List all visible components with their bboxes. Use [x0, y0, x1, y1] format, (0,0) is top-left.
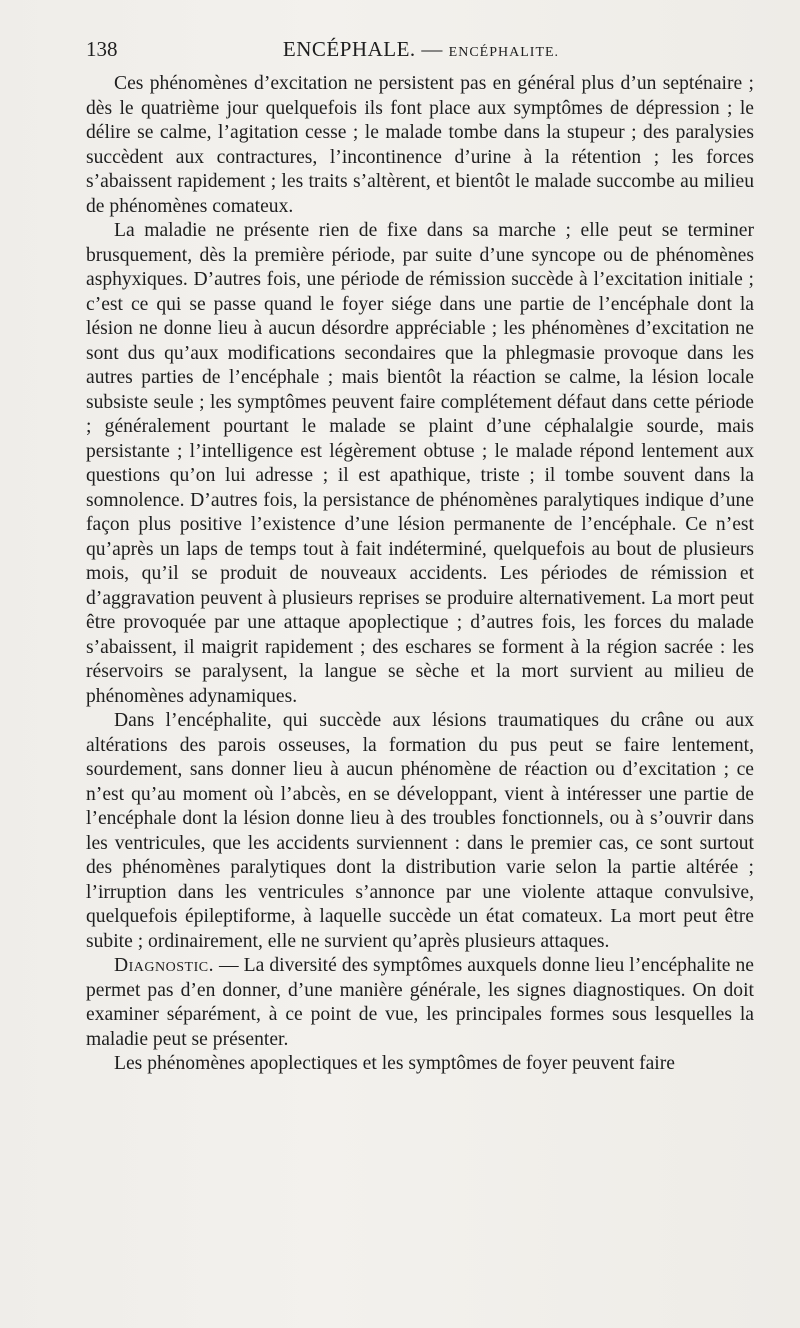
paragraph: La maladie ne présente rien de fixe dans sa marche ; elle peut se terminer brusquement, dès la première période, par suite d’une syncope ou de phénomènes asphyxiques. D’autres fois, une période de rémission succède à l’excitation initiale ; c’est ce qui se passe quand le foyer siége dans une partie de l’encéphale dont la lésion ne donne lieu à aucun désordre appréciable ; les phénomènes d’excitation ne sont dus qu’aux modifications secondaires que la phlegmasie provoque dans les autres parties de l’encéphale ; mais bientôt la réaction se calme, la lésion locale subsiste seule ; les symptômes peuvent faire complétement défaut dans cette période ; généralement pourtant le malade se plaint d’une céphalalgie sourde, mais persistante ; l’intelligence est légèrement obtuse ; le malade répond lentement aux questions qu’on lui adresse ; il est apathique, triste ; il tombe souvent dans la somnolence. D’autres fois, la persistance de phénomènes paralytiques indique d’une façon plus positive l’existence d’une lésion permanente de l’encéphale. Ce n’est qu’après un laps de temps tout à fait indéterminé, quelquefois au bout de plusieurs mois, qu’il se produit de nouveaux accidents. Les périodes de rémission et d’aggravation peuvent à plusieurs reprises se produire alternativement. La mort peut être provoquée par une attaque apoplectique ; d’autres fois, les forces du malade s’abaissent, il maigrit rapidement ; des eschares se forment à la région sacrée : les réservoirs se paralysent, la langue se sèche et la mort survient au milieu de phénomènes adynamiques. — [86, 220, 754, 707]
running-head-subtitle: ENCÉPHALITE. — [448, 45, 560, 60]
running-head-title: ENCÉPHALE. — [282, 37, 416, 61]
paragraph: Dans l’encéphalite, qui succède aux lésions traumatiques du crâne ou aux altérations des parois osseuses, la formation du pus peut se faire lentement, sourdement, sans donner lieu à aucun phénomène de réaction ou d’excitation ; ce n’est qu’au moment où l’abcès, en se développant, vient à intéresser une partie de l’encéphale dont la lésion donne lieu à des troubles fonctionnels, ou à s’ouvrir dans les ventricules, que les accidents surviennent : dans le premier cas, ce sont surtout des phénomènes paralytiques dont la distribution varie selon la partie altérée ; l’irruption dans les ventricules s’annonce par une violente attaque convulsive, quelquefois épileptiforme, à laquelle succède un état comateux. La mort peut être subite ; ordinairement, elle ne survient qu’après plusieurs attaques. — [86, 710, 754, 952]
paragraph-text: — La diversité des symptômes auxquels donne lieu l’encéphalite ne permet pas d’en donner, d’une manière générale, les signes diagnostiques. On doit examiner séparément, à ce point de vue, les principales formes sous lesquelles la maladie peut se présenter. — [86, 955, 754, 1050]
body-text — [86, 72, 754, 1077]
page-number: 138 — [86, 37, 118, 61]
running-head-separator: — — [421, 37, 443, 61]
paragraph: Les phénomènes apoplectiques et les symptômes de foyer peuvent faire — [114, 1053, 675, 1074]
section-heading-diagnostic: Diagnostic. — [114, 955, 214, 976]
paragraph-diagnostic — [86, 954, 754, 1052]
running-head — [86, 34, 756, 68]
paragraph: Ces phénomènes d’excitation ne persistent pas en général plus d’un septénaire ; dès le quatrième jour quelquefois ils font place aux symptômes de dépression ; le délire se calme, l’agitation cesse ; le malade tombe dans la stupeur ; des paralysies succèdent aux contractures, l’incontinence d’urine à la rétention ; les forces s’abaissent rapidement ; les traits s’altèrent, et bientôt le malade succombe au milieu de phénomènes comateux. — [86, 73, 754, 217]
page-header — [86, 34, 756, 64]
